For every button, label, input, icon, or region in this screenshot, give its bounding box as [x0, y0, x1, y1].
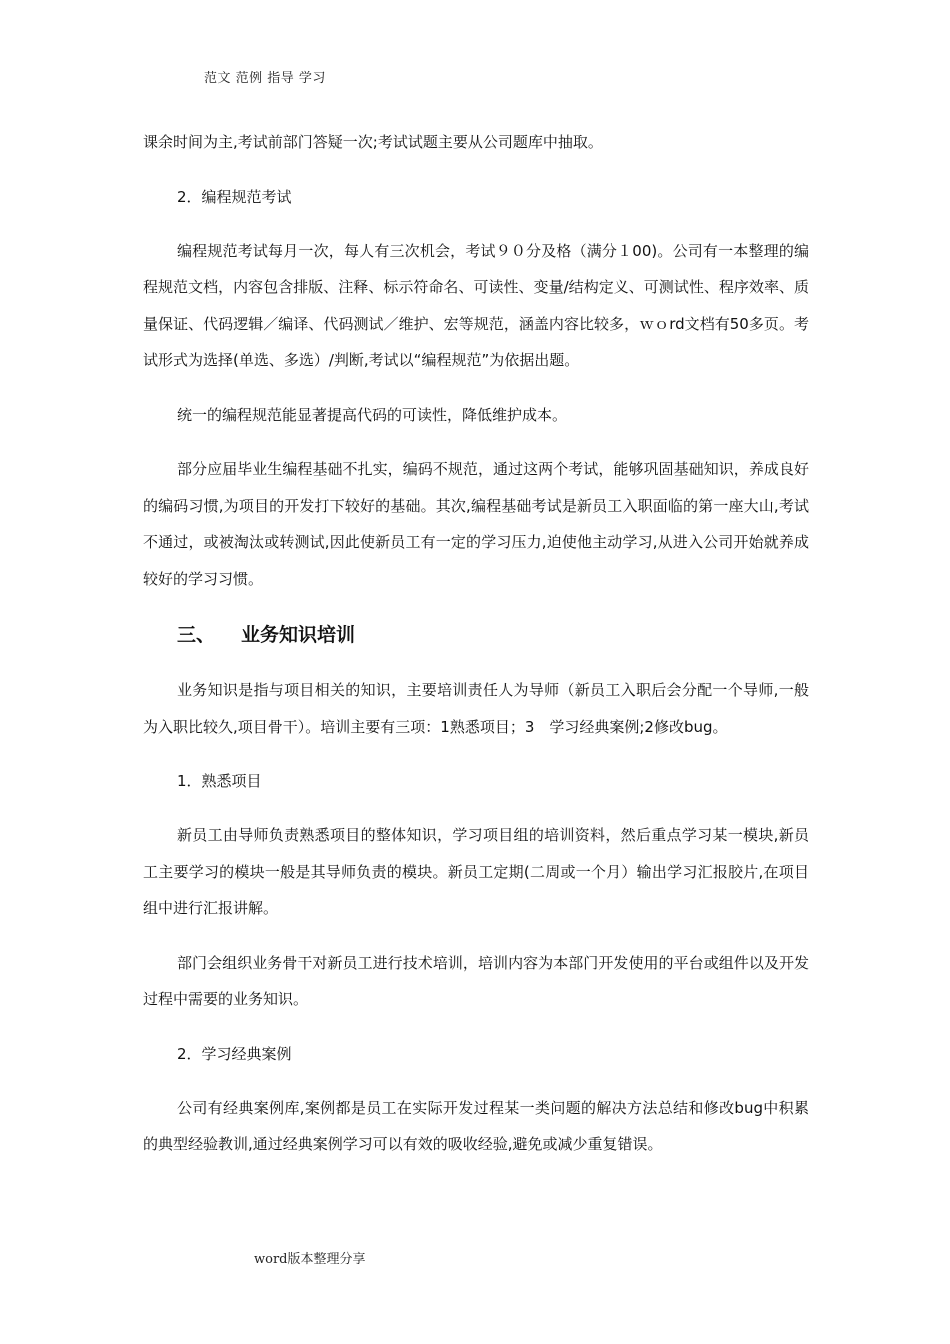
paragraph-familiar-project: 新员工由导师负责熟悉项目的整体知识，学习项目组的培训资料，然后重点学习某一模块,新员工主要学习的模块一般是其导师负责的模块。新员工定期(二周或一个月）输出学习汇报胶片,在项目组中进行汇报讲解。 [143, 826, 809, 917]
paragraph-graduates-basics: 部分应届毕业生编程基础不扎实，编码不规范，通过这两个考试，能够巩固基础知识，养成良好的编码习惯,为项目的开发打下较好的基础。其次,编程基础考试是新员工入职面临的第一座大山,考试不通过，或被淘汰或转测试,因此使新员工有一定的学习压力,迫使他主动学习,从进入公司开始就养成较好的学习习惯。 [143, 460, 809, 588]
paragraph-unified-standard: 统一的编程规范能显著提高代码的可读性，降低维护成本。 [177, 405, 568, 424]
subsection-title-familiar-project: 1．熟悉项目 [177, 772, 262, 790]
page-footer: word版本整理分享 [254, 1252, 366, 1267]
paragraph-classic-cases: 公司有经典案例库,案例都是员工在实际开发过程某一类问题的解决方法总结和修改bug中积累的典型经验教训,通过经典案例学习可以有效的吸收经验,避免或减少重复错误。 [143, 1098, 809, 1153]
section-number: 三、 [177, 624, 216, 646]
paragraph-coding-standard-exam: 编程规范考试每月一次，每人有三次机会，考试９０分及格（满分１00)。公司有一本整理的编程规范文档，内容包含排版、注释、标示符命名、可读性、变量/结构定义、可测试性、程序效率、质量保证、代码逻辑／编译、代码测试／维护、宏等规范，涵盖内容比较多，ｗｏrd文档有50多页。考试形式为选择(单选、多选）/判断,考试以“编程规范”为依据出题。 [143, 241, 809, 369]
section-title: 业务知识培训 [241, 624, 356, 646]
paragraph-technical-training: 部门会组织业务骨干对新员工进行技术培训，培训内容为本部门开发使用的平台或组件以及开发过程中需要的业务知识。 [143, 953, 809, 1008]
paragraph-exam-schedule: 课余时间为主,考试前部门答疑一次;考试试题主要从公司题库中抽取。 [143, 133, 603, 151]
paragraph-business-knowledge: 业务知识是指与项目相关的知识，主要培训责任人为导师（新员工入职后会分配一个导师,一般为入职比较久,项目骨干）。培训主要有三项：1熟悉项目；3 学习经典案例;2修改bug。 [143, 681, 809, 736]
subsection-title-classic-cases: 2．学习经典案例 [177, 1044, 292, 1063]
page-header: 范文 范例 指导 学习 [204, 71, 326, 86]
section-heading-business-training [143, 615, 809, 655]
subsection-title-coding-standard-exam: 2．编程规范考试 [177, 187, 292, 206]
document-body [143, 124, 809, 1181]
